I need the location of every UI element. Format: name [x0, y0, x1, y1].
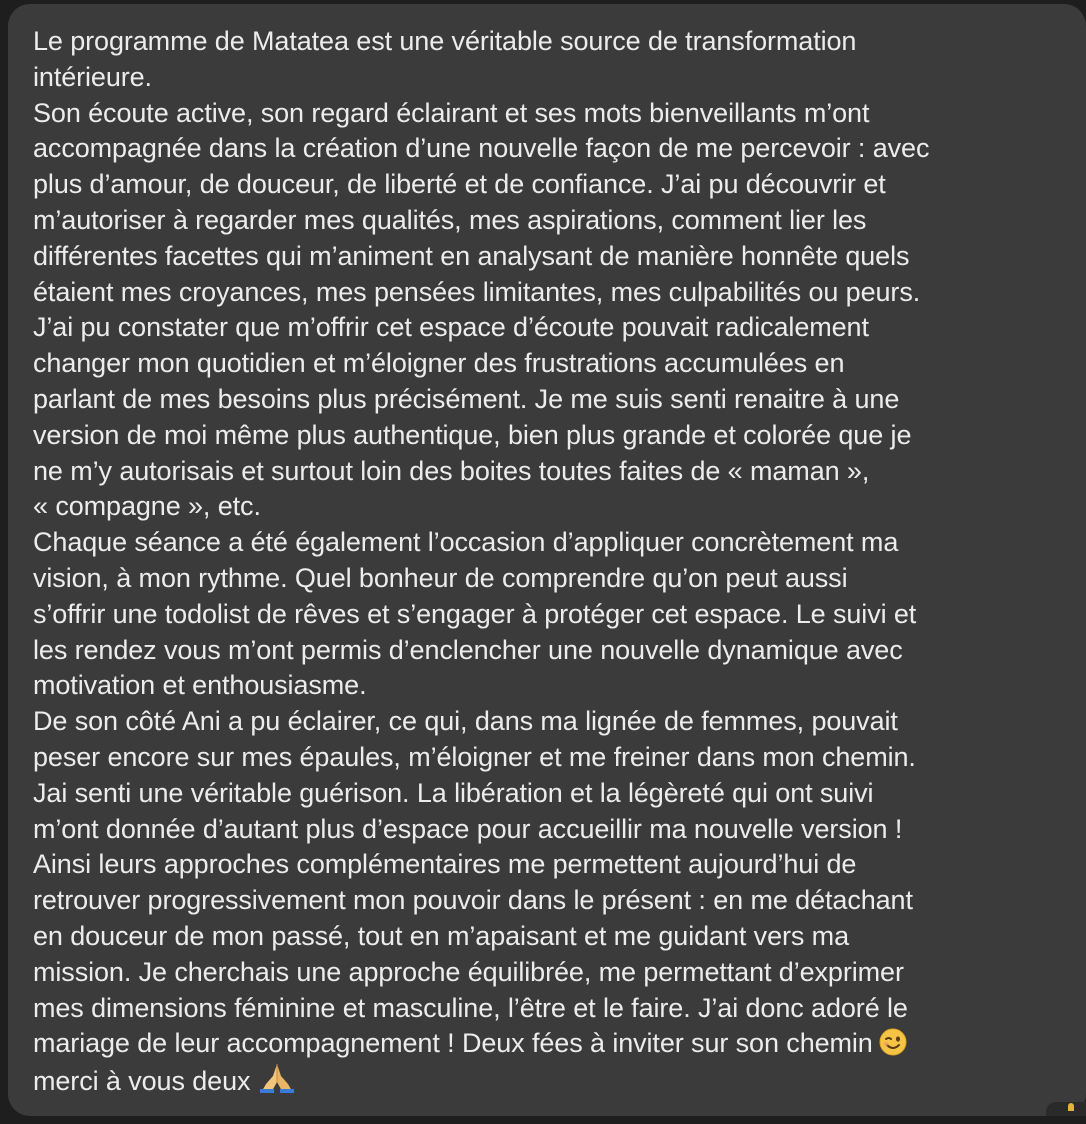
- message-line: Le programme de Matatea est une véritable source de transformation: [33, 26, 857, 56]
- message-line: merci à vous deux: [33, 1066, 251, 1097]
- message-line: De son côté Ani a pu éclairer, ce qui, dans ma lignée de femmes, pouvait: [33, 706, 898, 737]
- message-line: plus d’amour, de douceur, de liberté et de confiance. J’ai pu découvrir et: [33, 169, 886, 200]
- message-line: mes dimensions féminine et masculine, l’être et le faire. J’ai donc adoré le: [33, 992, 908, 1023]
- message-bubble[interactable]: [8, 4, 1086, 1116]
- message-line: retrouver progressivement mon pouvoir dans le présent : en me détachant: [33, 885, 913, 916]
- winking-face-icon: [879, 1028, 907, 1056]
- message-line: « compagne », etc.: [33, 491, 261, 522]
- message-line: m’ont donnée d’autant plus d’espace pour accueillir ma nouvelle version !: [33, 813, 903, 844]
- message-line: mariage de leur accompagnement ! Deux fées à inviter sur son chemin: [33, 1028, 873, 1059]
- message-line-with-emoji: [33, 1062, 1086, 1100]
- message-line: intérieure.: [33, 61, 152, 92]
- message-line: peser encore sur mes épaules, m’éloigner et me freiner dans mon chemin.: [33, 741, 916, 772]
- message-line: m’autoriser à regarder mes qualités, mes aspirations, comment lier les: [33, 204, 867, 235]
- message-line: en douceur de mon passé, tout en m’apaisant et me guidant vers ma: [33, 920, 849, 951]
- message-line: version de moi même plus authentique, bien plus grande et colorée que je: [33, 419, 912, 450]
- message-line: différentes facettes qui m’animent en analysant de manière honnête quels: [33, 240, 910, 271]
- message-line: changer mon quotidien et m’éloigner des frustrations accumulées en: [33, 348, 845, 379]
- message-line: ne m’y autorisais et surtout loin des boites toutes faites de « maman »,: [33, 455, 870, 486]
- message-line: Ainsi leurs approches complémentaires me permettent aujourd’hui de: [33, 849, 857, 880]
- message-line-with-emoji: [33, 1026, 1086, 1062]
- message-line: J’ai pu constater que m’offrir cet espace d’écoute pouvait radicalement: [33, 312, 869, 343]
- folded-hands-icon: [256, 1062, 298, 1094]
- message-line: vision, à mon rythme. Quel bonheur de comprendre qu’on peut aussi: [33, 562, 848, 593]
- message-line: accompagnée dans la création d’une nouvelle façon de me percevoir : avec: [33, 133, 930, 164]
- message-line: parlant de mes besoins plus précisément. Je me suis senti renaitre à une: [33, 383, 900, 414]
- message-line: s’offrir une todolist de rêves et s’engager à protéger cet espace. Le suivi et: [33, 598, 917, 629]
- message-line: Jai senti une véritable guérison. La libération et la légèreté qui ont suivi: [33, 777, 874, 808]
- thumbs-up-icon: [1068, 1103, 1074, 1111]
- message-line: Son écoute active, son regard éclairant et ses mots bienveillants m’ont: [33, 97, 870, 128]
- reaction-badge[interactable]: [1046, 1102, 1086, 1116]
- message-text: [33, 24, 1086, 1100]
- message-line: étaient mes croyances, mes pensées limitantes, mes culpabilités ou peurs.: [33, 276, 921, 307]
- message-line: les rendez vous m’ont permis d’enclencher une nouvelle dynamique avec: [33, 634, 903, 665]
- message-line: motivation et enthousiasme.: [33, 670, 367, 701]
- message-line: Chaque séance a été également l’occasion d’appliquer concrètement ma: [33, 527, 899, 558]
- message-line: mission. Je cherchais une approche équilibrée, me permettant d’exprimer: [33, 956, 904, 987]
